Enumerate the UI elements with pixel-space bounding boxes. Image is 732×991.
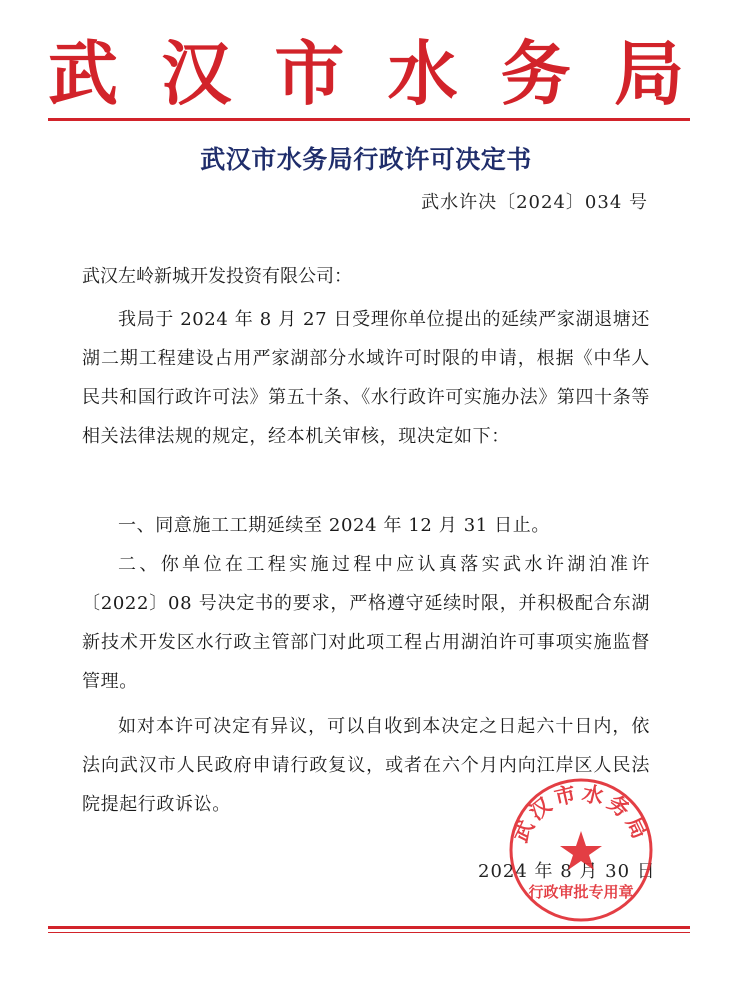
- footer-rule-thin: [48, 932, 690, 933]
- masthead-char: 武: [48, 32, 118, 115]
- document-title: 武汉市水务局行政许可决定书: [200, 145, 532, 174]
- body-paragraph: 如对本许可决定有异议，可以自收到本决定之日起六十日内，依法向武汉市人民政府申请行政复议，或者在六个月内向江岸区人民法院提起行政诉讼。: [82, 716, 650, 815]
- seal-star-icon: [560, 831, 602, 870]
- masthead-char: 水: [387, 32, 458, 115]
- masthead-char: 汉: [161, 32, 232, 115]
- seal-arc-text: 武汉市水务局: [508, 781, 654, 846]
- seal-graphic: [495, 775, 667, 925]
- body-paragraph: 一、同意施工工期延续至 2024 年 12 月 31 日止。: [118, 515, 550, 536]
- masthead-char: 市: [274, 32, 345, 115]
- official-seal: [495, 775, 667, 925]
- document-number: 武水许决〔2024〕034 号: [421, 192, 648, 213]
- footer-rule: [48, 926, 690, 929]
- body-paragraph: 我局于 2024 年 8 月 27 日受理你单位提出的延续严家湖退塘还湖二期工程建设占用严家湖部分水域许可时限的申请，根据《中华人民共和国行政许可法》第五十条、《水行政许可实施办法》第四十条等相关法律法规的规定，经本机关审核，现决定如下：: [82, 309, 650, 447]
- masthead-divider: [48, 118, 690, 121]
- addressee: 武汉左岭新城开发投资有限公司：: [82, 266, 352, 287]
- masthead-char: 务: [500, 32, 571, 115]
- seal-bottom-text: 行政审批专用章: [528, 883, 634, 901]
- masthead: [48, 34, 684, 114]
- body-paragraph: 二、你单位在工程实施过程中应认真落实武水许湖泊准许〔2022〕08 号决定书的要求，严格遵守延续时限，并积极配合东湖新技术开发区水行政主管部门对此项工程占用湖泊许可事项实施监督管理。: [82, 554, 650, 692]
- masthead-char: 局: [613, 32, 684, 115]
- issue-date: 2024 年 8 月 30 日: [478, 861, 656, 882]
